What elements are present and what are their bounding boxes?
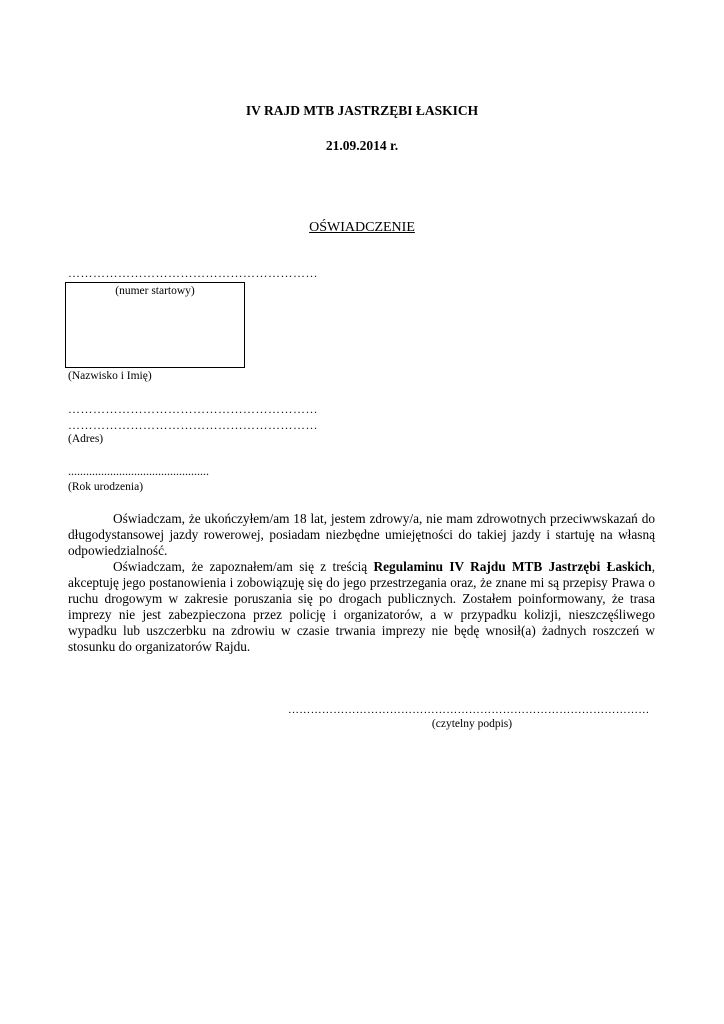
birth-year-label: (Rok urodzenia) bbox=[68, 481, 144, 493]
paragraph-2-rest: , akceptuję jego postanowienia i zobowiązuję się do jego przestrzegania oraz, że znane mi są przepisy Prawa o ruchu drogowym w zakresie poruszania się po drogach publicznych. Zostałem poinformowany, że trasa imprezy nie jest zabezpieczona przez policję i organizatorów, a w przypadku kolizji, nieszczęśliwego wypadku lub uszczerbku na zdrowiu w czasie trwania imprezy nie będę wnosił(a) żadnych roszczeń w stosunku do organizatorów Rajdu. bbox=[68, 559, 656, 654]
name-dotted-line: …………………………………………………… bbox=[68, 266, 318, 280]
statement-paragraph-1: Oświadczam, że ukończyłem/am 18 lat, jestem zdrowy/a, nie mam zdrowotnych przeciwwskazań do długodystansowej jazdy rowerowej, posiadam niezbędne umiejętności do takiej jazdy i startuję na własną odpowiedzialność. bbox=[68, 511, 655, 558]
event-date: 21.09.2014 r. bbox=[325, 138, 399, 153]
address-dotted-line-1: …………………………………………………… bbox=[68, 402, 318, 416]
statement-paragraph-2 bbox=[68, 559, 655, 655]
birth-year-dotted-line: ............................................... bbox=[68, 464, 209, 478]
signature-label: (czytelny podpis) bbox=[431, 718, 513, 730]
address-label: (Adres) bbox=[68, 433, 104, 445]
signature-dotted-line: …………………………………………………………………………………… bbox=[288, 704, 650, 716]
start-number-label: (numer startowy) bbox=[115, 285, 195, 297]
address-dotted-line-2: …………………………………………………… bbox=[68, 418, 318, 432]
statement-body bbox=[68, 511, 655, 655]
start-number-box bbox=[65, 282, 245, 368]
name-label: (Nazwisko i Imię) bbox=[68, 370, 152, 382]
document-title: IV RAJD MTB JASTRZĘBI ŁASKICH bbox=[245, 103, 479, 118]
regulations-title: Regulaminu IV Rajdu MTB Jastrzębi Łaskich bbox=[373, 559, 652, 574]
statement-heading: OŚWIADCZENIE bbox=[309, 220, 415, 235]
paragraph-2-intro: Oświadczam, że zapoznałem/am się z treścią bbox=[113, 559, 374, 574]
